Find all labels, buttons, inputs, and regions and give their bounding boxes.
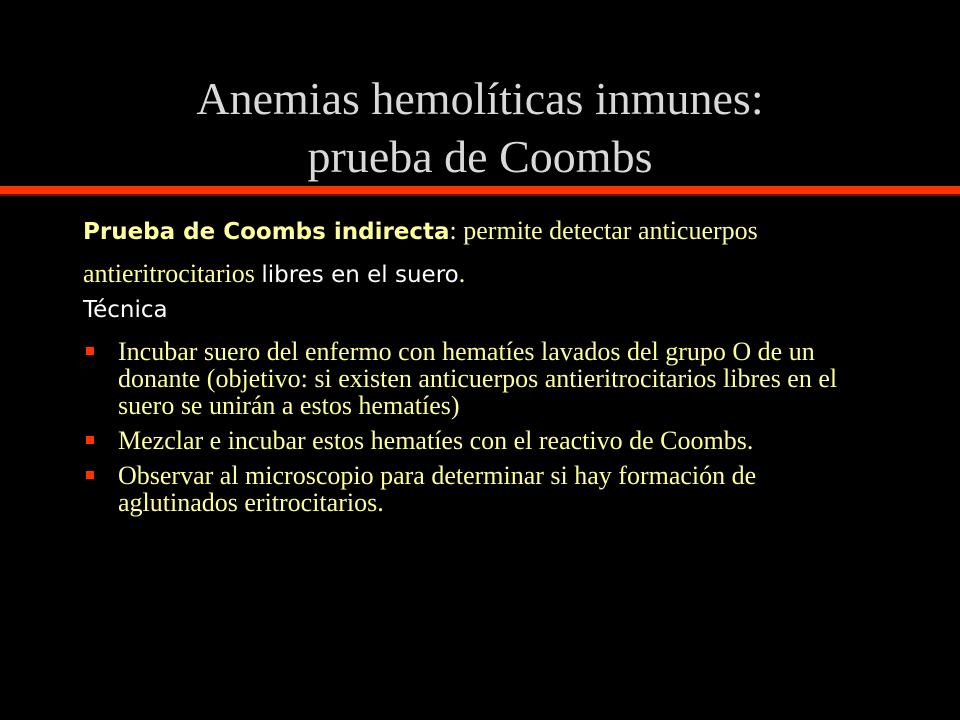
title-divider-shadow (0, 194, 960, 196)
title-divider (0, 186, 960, 194)
intro-text: : permite detectar anticuerpos antieritrocitarios (83, 216, 758, 288)
bullet-text: Incubar suero del enfermo con hematíes lavados del grupo O de un donante (objetivo: si existen anticuerpos antieritrocitarios libres en el suero se unirán a estos hematíes) (118, 337, 838, 420)
bullet-text: Mezclar e incubar estos hematíes con el reactivo de Coombs. (118, 426, 754, 455)
intro-highlight: libres en el suero (261, 262, 459, 288)
list-item (83, 427, 863, 454)
intro-paragraph (83, 210, 903, 296)
title-line-2: prueba de Coombs (307, 131, 653, 182)
square-bullet-icon (86, 471, 94, 479)
section-label: Técnica (83, 297, 168, 323)
intro-bold-lead: Prueba de Coombs indirecta (83, 219, 450, 245)
list-item (83, 462, 863, 516)
slide-title (0, 70, 960, 186)
square-bullet-icon (86, 436, 94, 444)
square-bullet-icon (86, 347, 94, 355)
bullet-text: Observar al microscopio para determinar si hay formación de aglutinados eritrocitarios. (118, 461, 757, 517)
intro-end: . (458, 259, 466, 288)
bullet-list (83, 338, 863, 524)
list-item (83, 338, 863, 419)
title-line-1: Anemias hemolíticas inmunes: (196, 73, 764, 124)
